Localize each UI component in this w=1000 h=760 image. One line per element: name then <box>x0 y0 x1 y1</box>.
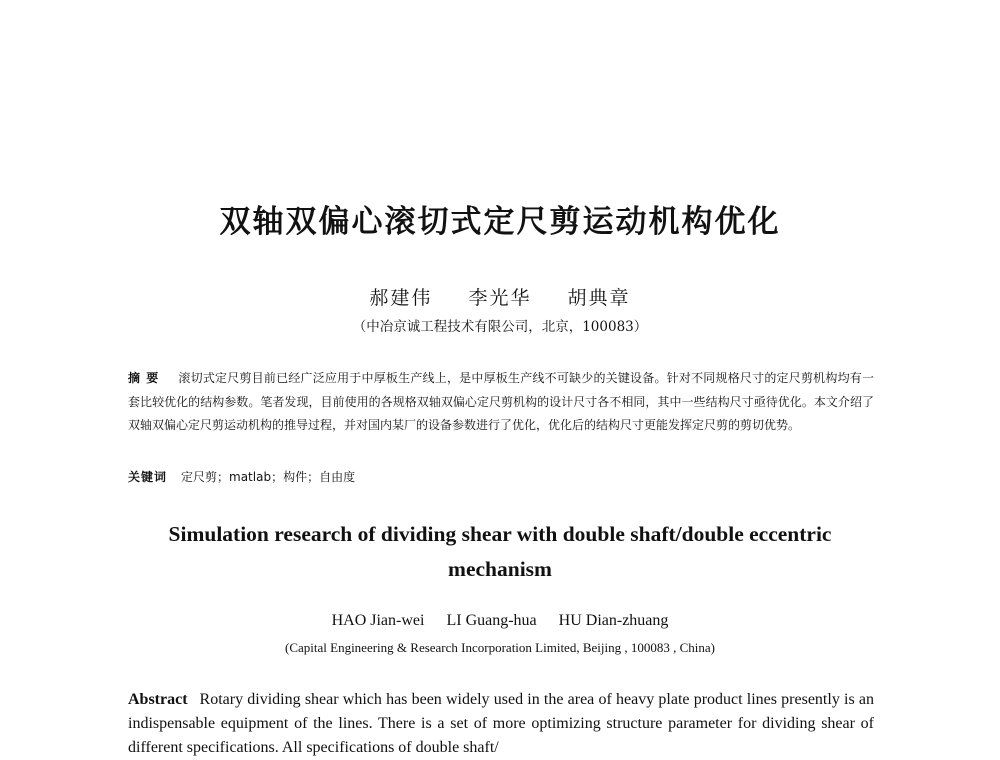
abstract-en-label: Abstract <box>128 691 188 708</box>
abstract-cn-label: 摘要 <box>128 371 165 385</box>
keywords-cn-label: 关键词 <box>128 470 168 484</box>
paper-title-cn: 双轴双偏心滚切式定尺剪运动机构优化 <box>219 204 781 240</box>
paper-title-en: Simulation research of dividing shear with double shaft/double eccentric mechanism <box>168 522 832 581</box>
author-en: HAO Jian-wei <box>331 612 425 629</box>
abstract-cn <box>128 367 874 438</box>
author-list-en <box>0 612 1000 630</box>
abstract-en <box>128 688 874 760</box>
author-cn: 李光华 <box>468 287 532 309</box>
abstract-en-text: Rotary dividing shear which has been widely used in the area of heavy plate product lines presently is an indispensable equipment of the lines. There is a set of more optimizing structure parameter for dividing shear of different specifications. All specifications of double shaft/ <box>128 691 874 756</box>
affiliation-cn: （中冶京诚工程技术有限公司，北京，100083） <box>352 319 648 335</box>
abstract-cn-text: 滚切式定尺剪目前已经广泛应用于中厚板生产线上，是中厚板生产线不可缺少的关键设备。针对不同规格尺寸的定尺剪机构均有一套比较优化的结构参数。笔者发现，目前使用的各规格双轴双偏心定尺剪机构的设计尺寸各不相同，其中一些结构尺寸亟待优化。本文介绍了双轴双偏心定尺剪运动机构的推导过程，并对国内某厂的设备参数进行了优化，优化后的结构尺寸更能发挥定尺剪的剪切优势。 <box>128 371 874 432</box>
author-list-cn <box>0 283 1000 310</box>
keywords-cn-text: 定尺剪；matlab；构件；自由度 <box>181 470 356 484</box>
author-en: LI Guang-hua <box>446 612 537 629</box>
affiliation-en: (Capital Engineering & Research Incorporation Limited, Beijing , 100083 , China) <box>285 640 715 655</box>
author-en: HU Dian-zhuang <box>558 612 669 629</box>
author-cn: 胡典章 <box>567 287 631 309</box>
author-cn: 郝建伟 <box>369 287 433 309</box>
keywords-cn <box>128 467 874 487</box>
